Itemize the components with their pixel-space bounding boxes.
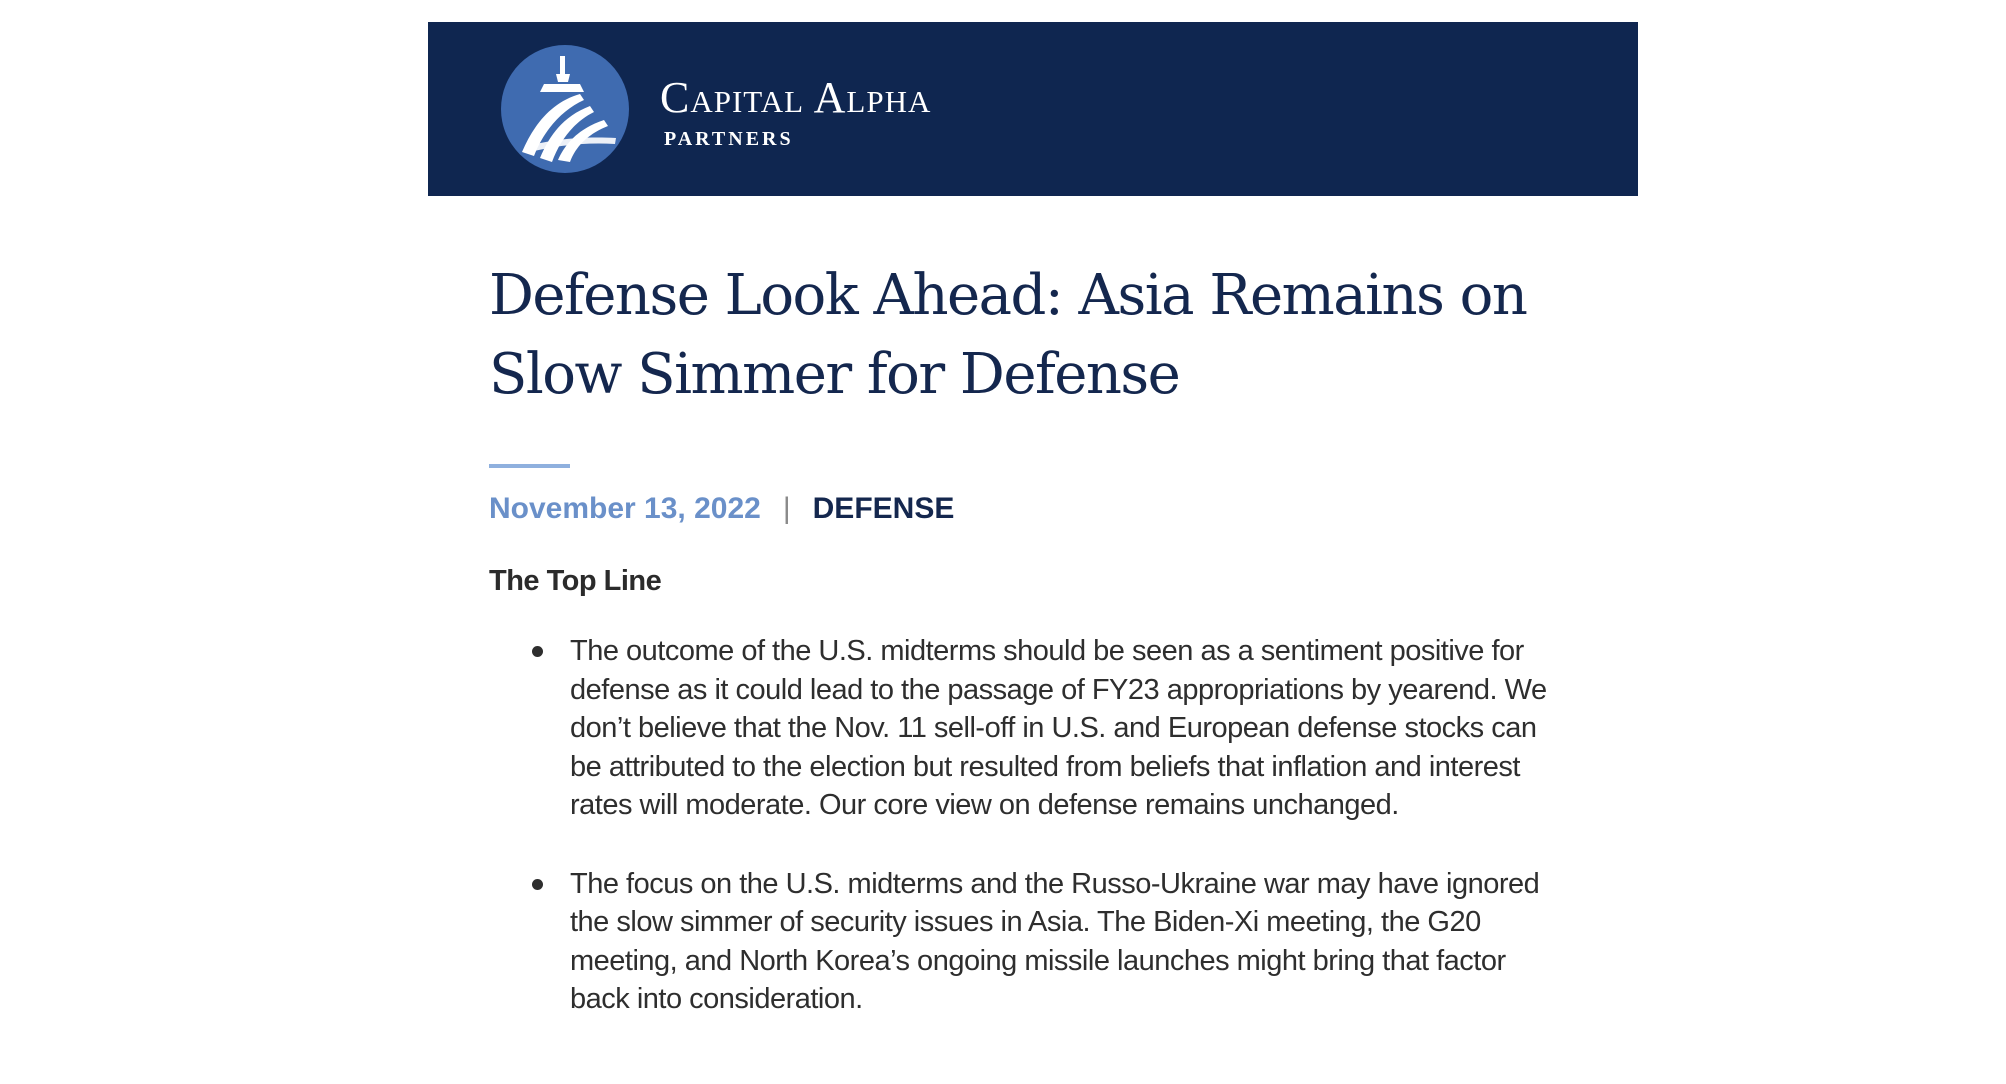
- section-heading: The Top Line: [489, 565, 662, 597]
- brand-name: Capital Alpha: [660, 73, 932, 122]
- bullet-item: [532, 865, 1572, 1019]
- bullet-list: [532, 632, 1572, 1059]
- publish-date: November 13, 2022: [489, 492, 761, 525]
- article-title: Defense Look Ahead: Asia Remains on Slow Simmer for Defense: [489, 263, 1527, 407]
- header-banner: [428, 22, 1638, 196]
- bullet-text: The outcome of the U.S. midterms should be seen as a sentiment positive for defense as it could lead to the passage of FY23 appropriations by yearend. We don’t believe that the Nov. 11 sell-off in U.S. and European defense stocks can be attributed to the election but resulted from beliefs that inflation and interest rates will moderate. Our core view on defense remains unchanged.: [570, 635, 1547, 821]
- capitol-dome-icon: [500, 44, 630, 174]
- accent-rule: [489, 464, 570, 468]
- bullet-text: The focus on the U.S. midterms and the Russo-Ukraine war may have ignored the slow simmer of security issues in Asia. The Biden-Xi meeting, the G20 meeting, and North Korea’s ongoing missile launches might bring that factor back into consideration.: [570, 867, 1540, 1015]
- bullet-dot: [532, 646, 543, 657]
- bullet-dot: [532, 879, 543, 890]
- category-label: DEFENSE: [812, 492, 955, 525]
- meta-separator: |: [782, 492, 791, 525]
- bullet-item: [532, 632, 1572, 825]
- brand-subtitle: PARTNERS: [664, 128, 794, 150]
- article-meta: [489, 489, 954, 529]
